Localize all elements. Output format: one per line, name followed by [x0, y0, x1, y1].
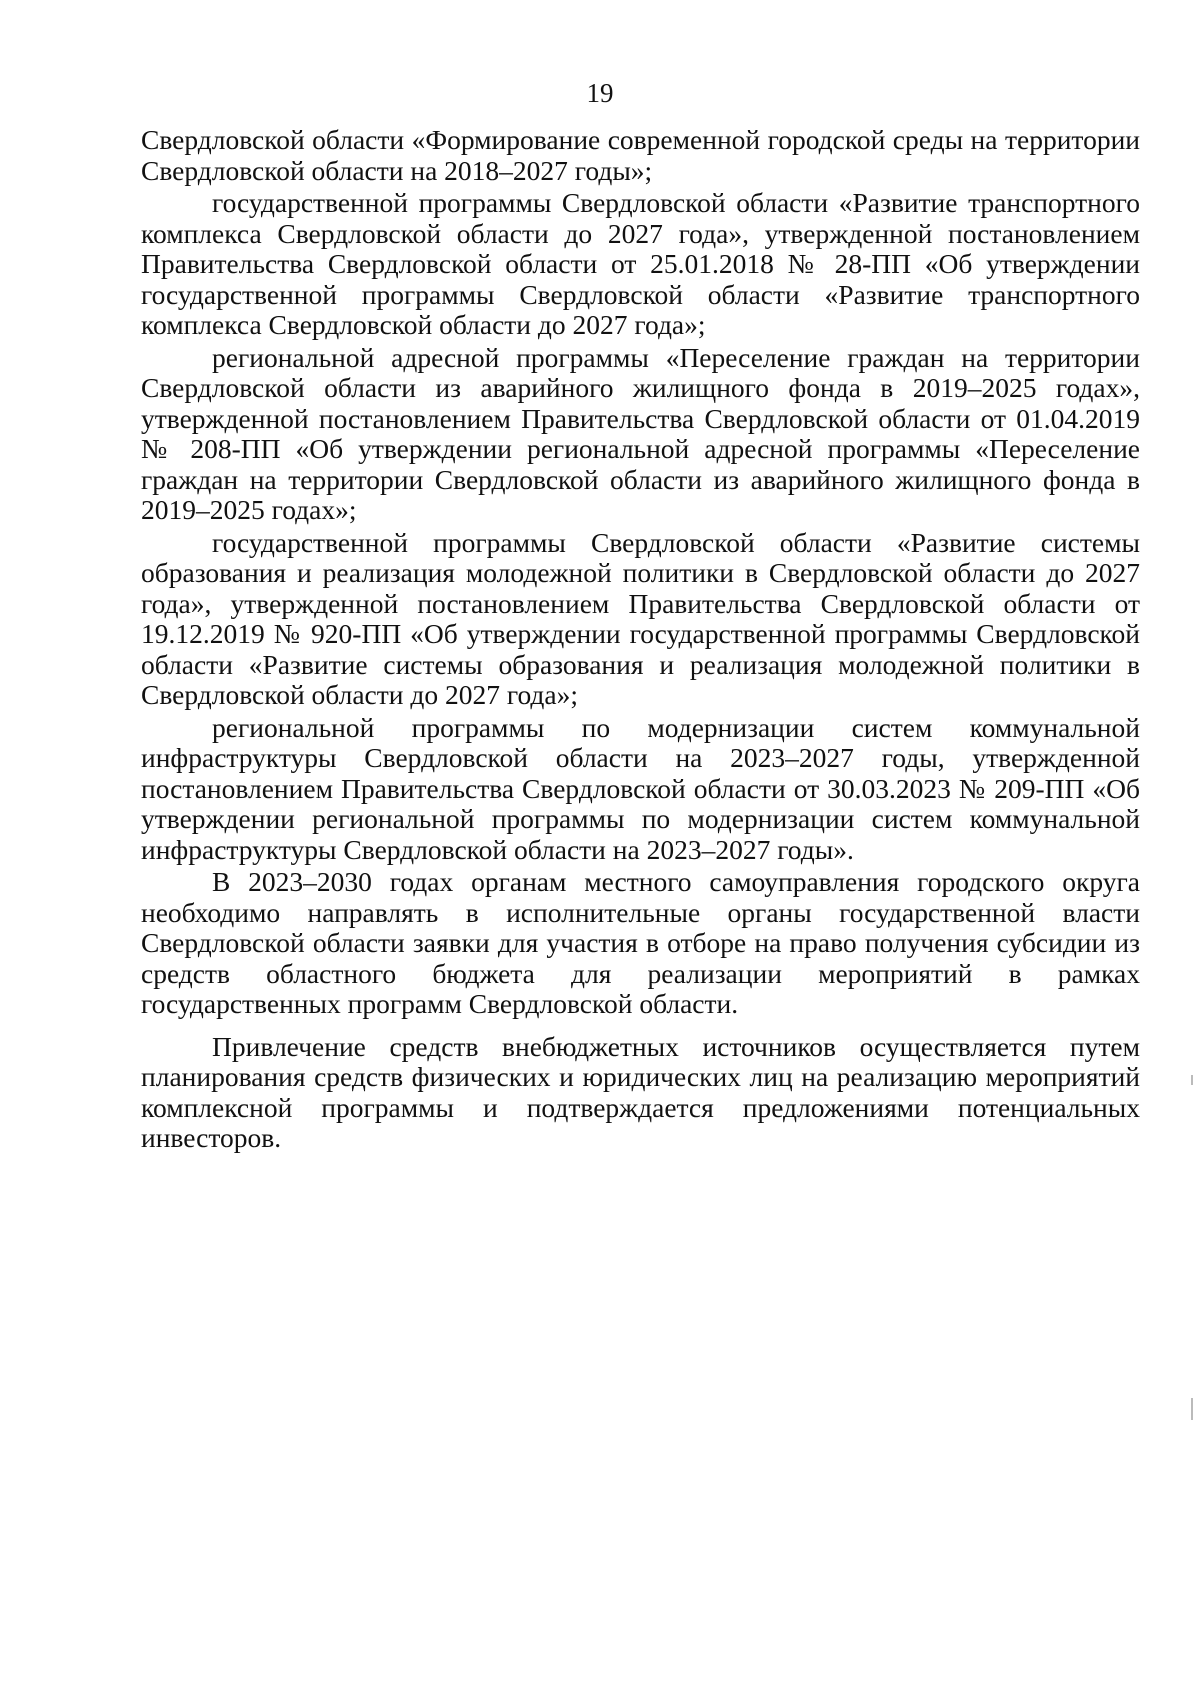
page-number: 19: [586, 78, 614, 108]
paragraph-transport-program: государственной программы Свердловской области «Развитие транспортного комплекса Свердловской области до 2027 года», утвержденной постановлением Правительства Свердловской области от 25.01.2018 № 28-ПП «Об утверждении государственной программы Свердловской области «Развитие транспортного комплекса Свердловской области до 2027 года»;: [141, 187, 1140, 340]
paragraph-education-program: государственной программы Свердловской области «Развитие системы образования и реализация молодежной политики в Свердловской области до 2027 года», утвержденной постановлением Правительства Свердловской области от 19.12.2019 № 920-ПП «Об утверждении государственной программы Свердловской области «Развитие системы образования и реализация молодежной политики в Свердловской области до 2027 года»;: [141, 526, 1140, 710]
paragraph-modernization-program: региональной программы по модернизации систем коммунальной инфраструктуры Свердловской области на 2023–2027 годы, утвержденной постановлением Правительства Свердловской области от 30.03.2023 № 209-ПП «Об утверждении региональной программы по модернизации систем коммунальной инфраструктуры Свердловской области на 2023–2027 годы».: [141, 711, 1140, 865]
paragraph-extrabudgetary-sources: Привлечение средств внебюджетных источников осуществляется путем планирования средств физических и юридических лиц на реализацию мероприятий комплексной программы и подтверждается предложениями потенциальных инвесторов.: [141, 1030, 1140, 1153]
scan-artifact-mark: [1191, 1075, 1193, 1085]
scan-artifact-mark: [1191, 1398, 1193, 1420]
paragraph-pereselenie-program: региональной адресной программы «Переселение граждан на территории Свердловской области из аварийного жилищного фонда в 2019–2025 годах», утвержденной постановлением Правительства Свердловской области от 01.04.2019 № 208-ПП «Об утверждении региональной адресной программы «Переселение граждан на территории Свердловской области из аварийного жилищного фонда в 2019–2025 годах»;: [141, 341, 1140, 525]
paragraph-subsidy-applications: В 2023–2030 годах органам местного самоуправления городского округа необходимо направлять в исполнительные органы государственной власти Свердловской области заявки для участия в отборе на право получения субсидии из средств областного бюджета для реализации мероприятий в рамках государственных программ Свердловской области.: [141, 866, 1140, 1019]
paragraph-formirovanie-sredy: Свердловской области «Формирование современной городской среды на территории Свердловской области на 2018–2027 годы»;: [141, 124, 1140, 186]
document-body: [141, 125, 1140, 1156]
